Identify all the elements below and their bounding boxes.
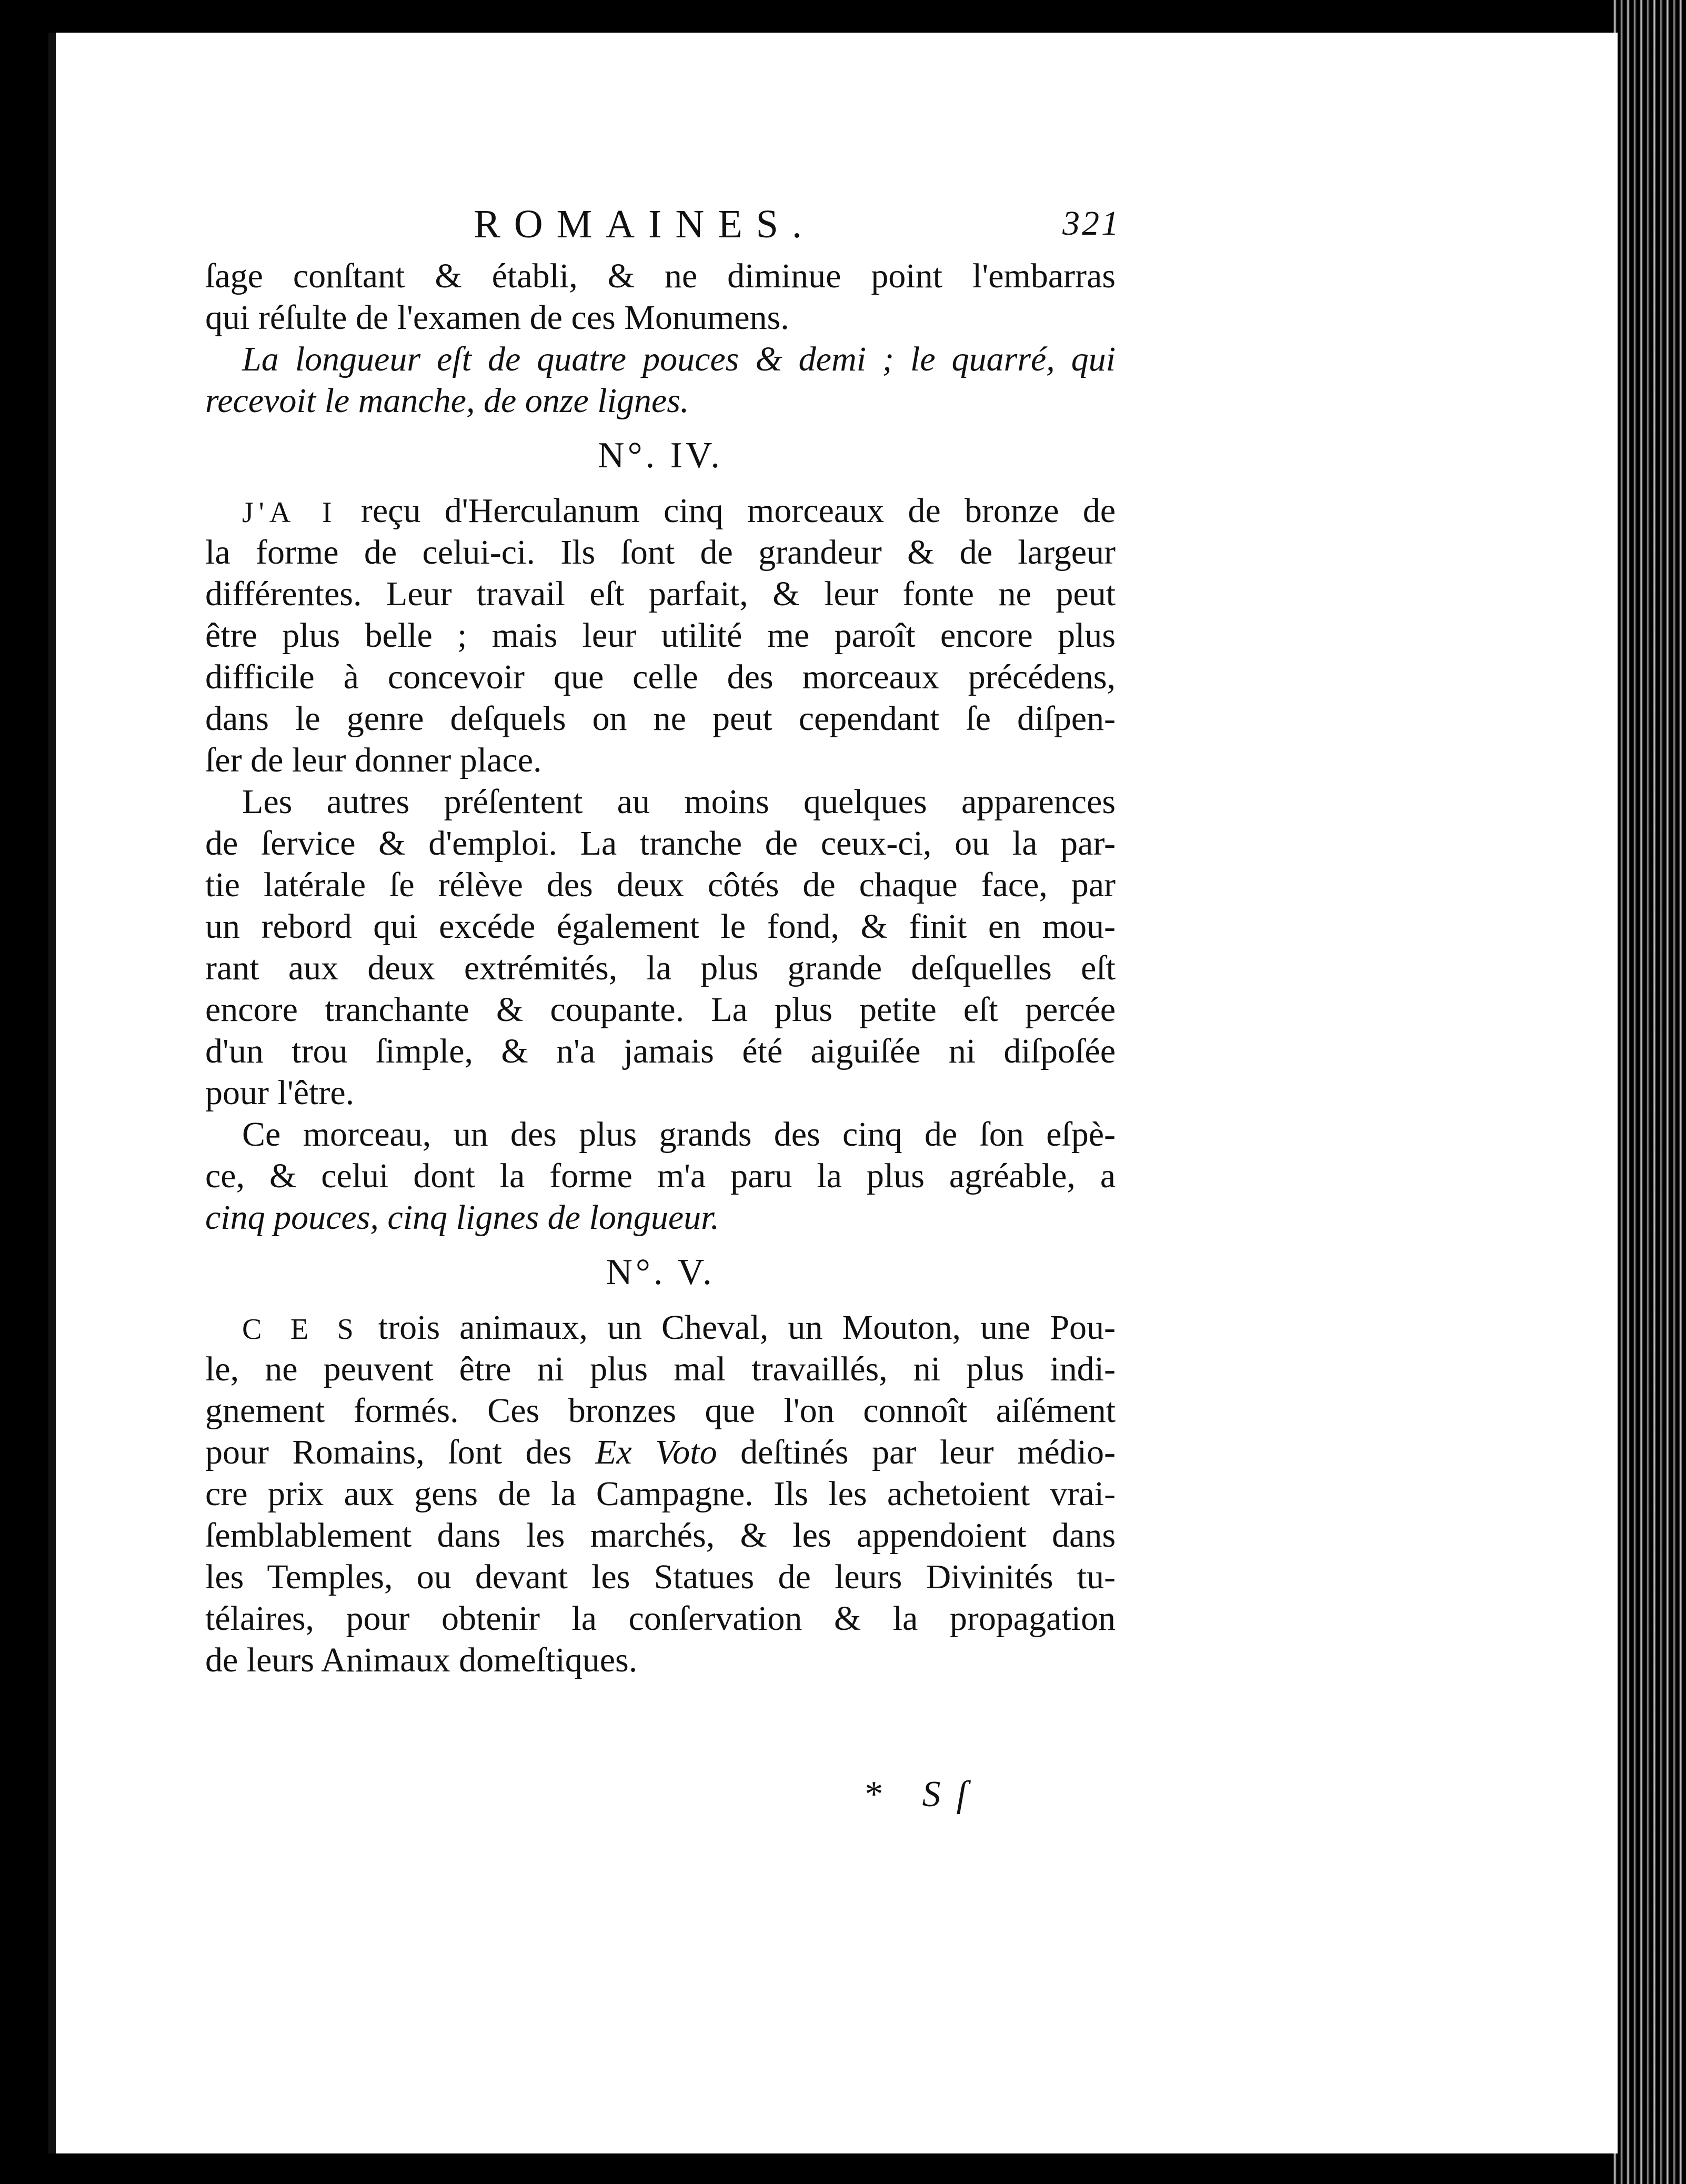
text-line: gnement formés. Ces bronzes que l'on connoît aiſément: [205, 1391, 1116, 1430]
italic-phrase: Ex Voto: [595, 1433, 717, 1471]
text-line: J'A I reçu d'Herculanum cinq morceaux de bronze de: [242, 492, 1116, 530]
text-line: Ce morceau, un des plus grands des cinq de ſon eſpè-: [242, 1115, 1116, 1154]
continuation-paragraph: [205, 255, 1116, 422]
initial-caps: C E S: [242, 1313, 359, 1346]
text-line: de ſervice & d'emploi. La tranche de ceux-ci, ou la par-: [205, 824, 1116, 863]
text-line: rant aux deux extrémités, la plus grande deſquelles eſt: [205, 949, 1116, 987]
text-line: le, ne peuvent être ni plus mal travaillés, ni plus indi-: [205, 1350, 1116, 1388]
text-line: cre prix aux gens de la Campagne. Ils les achetoient vrai-: [205, 1475, 1116, 1513]
measure-line: cinq pouces, cinq lignes de longueur.: [205, 1198, 719, 1237]
text-line: Les autres préſentent au moins quelques apparences: [242, 783, 1116, 821]
text-line: dans le genre deſquels on ne peut cependant ſe diſpen-: [205, 699, 1116, 738]
section-iv-paragraph-1: [205, 490, 1116, 781]
text-line: d'un trou ſimple, & n'a jamais été aiguiſée ni diſpoſée: [205, 1032, 1116, 1070]
text-line: pour l'être.: [205, 1074, 355, 1112]
measure-line: La longueur eſt de quatre pouces & demi ; le quarré, qui: [242, 340, 1116, 378]
text-line: difficile à concevoir que celle des morceaux précédens,: [205, 658, 1116, 696]
text-block: [205, 197, 1121, 1815]
text-line: ſer de leur donner place.: [205, 741, 542, 779]
text-line: les Temples, ou devant les Statues de leurs Divinités tu-: [205, 1558, 1116, 1596]
text-line: de leurs Animaux domeſtiques.: [205, 1641, 638, 1679]
running-head: [205, 197, 1121, 255]
measure-line: recevoit le manche, de onze lignes.: [205, 382, 689, 420]
text-line: pour Romains, ſont des Ex Voto deſtinés par leur médio-: [205, 1433, 1116, 1471]
section-iv-paragraph-2: [205, 781, 1116, 1114]
initial-caps: J'A I: [242, 496, 337, 529]
catchword: * Sſ: [863, 1774, 982, 1815]
text-line: différentes. Leur travail eſt parfait, & leur fonte ne peut: [205, 575, 1116, 613]
text-line: ce, & celui dont la forme m'a paru la plus agréable, a: [205, 1157, 1116, 1195]
text-line: la forme de celui-ci. Ils ſont de grandeur & de largeur: [205, 533, 1116, 572]
text-line: ſemblablement dans les marchés, & les appendoient dans: [205, 1516, 1116, 1555]
text-line: tie latérale ſe rélève des deux côtés de chaque face, par: [205, 866, 1116, 904]
section-heading-v: N°. V.: [606, 1252, 715, 1293]
text-line: être plus belle ; mais leur utilité me paroît encore plus: [205, 616, 1116, 655]
text-line: qui réſulte de l'examen de ces Monumens.: [205, 298, 789, 337]
section-iv-paragraph-3: [205, 1114, 1116, 1238]
text-line: encore tranchante & coupante. La plus petite eſt percée: [205, 990, 1116, 1029]
running-title: ROMAINES.: [474, 202, 816, 246]
page-number: 321: [1062, 204, 1121, 243]
text-line: un rebord qui excéde également le fond, & finit en mou-: [205, 907, 1116, 946]
text-line: télaires, pour obtenir la conſervation & la propagation: [205, 1599, 1116, 1638]
section-v-paragraph-1: [205, 1307, 1116, 1681]
section-heading-iv: N°. IV.: [598, 435, 723, 476]
text-line: C E S trois animaux, un Cheval, un Mouton, une Pou-: [242, 1308, 1116, 1347]
page-fore-edge: [1610, 0, 1686, 2184]
text-line: ſage conſtant & établi, & ne diminue point l'embarras: [205, 257, 1116, 295]
